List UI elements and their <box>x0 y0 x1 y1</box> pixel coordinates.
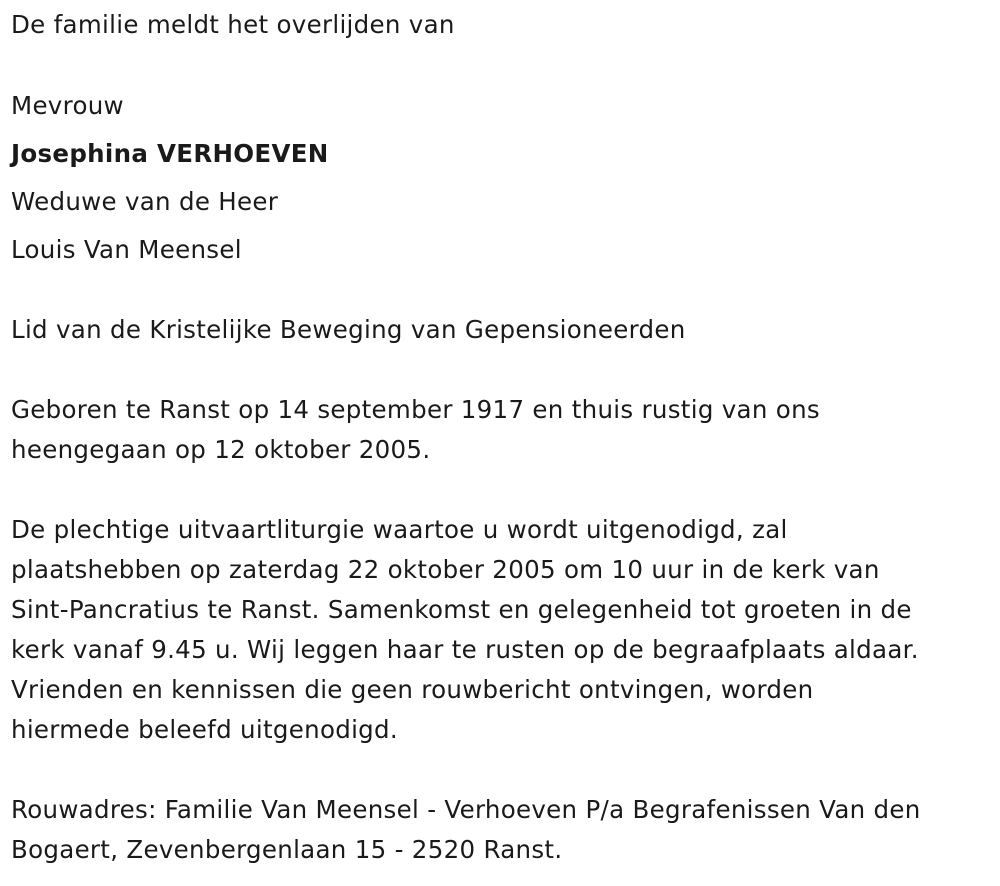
membership-text: Lid van de Kristelijke Beweging van Gepensioneerden <box>11 315 686 344</box>
intro-text: De familie meldt het overlijden van <box>11 10 455 39</box>
funeral-paragraph: De plechtige uitvaartliturgie waartoe u wordt uitgenodigd, zal plaatshebben op zaterdag 22 oktober 2005 om 10 uur in de kerk van Sint-Pancratius te Ranst. Samenkomst en gelegenheid tot groeten in de kerk vanaf 9.45 u. Wij leggen haar te rusten op de begraafplaats aldaar. Vrienden en kennissen die geen rouwbericht ontvingen, worden hiermede beleefd uitgenodigd. <box>11 515 919 744</box>
deceased-name: Josephina VERHOEVEN <box>11 139 329 168</box>
birth-death-paragraph: Geboren te Ranst op 14 september 1917 en thuis rustig van ons heengegaan op 12 oktober 2005. <box>11 395 820 464</box>
widow-of-line-2: Louis Van Meensel <box>11 235 242 264</box>
address-paragraph: Rouwadres: Familie Van Meensel - Verhoeven P/a Begrafenissen Van den Bogaert, Zevenbergenlaan 15 - 2520 Ranst. <box>11 795 921 864</box>
salutation: Mevrouw <box>11 91 124 120</box>
widow-of-line-1: Weduwe van de Heer <box>11 187 279 216</box>
